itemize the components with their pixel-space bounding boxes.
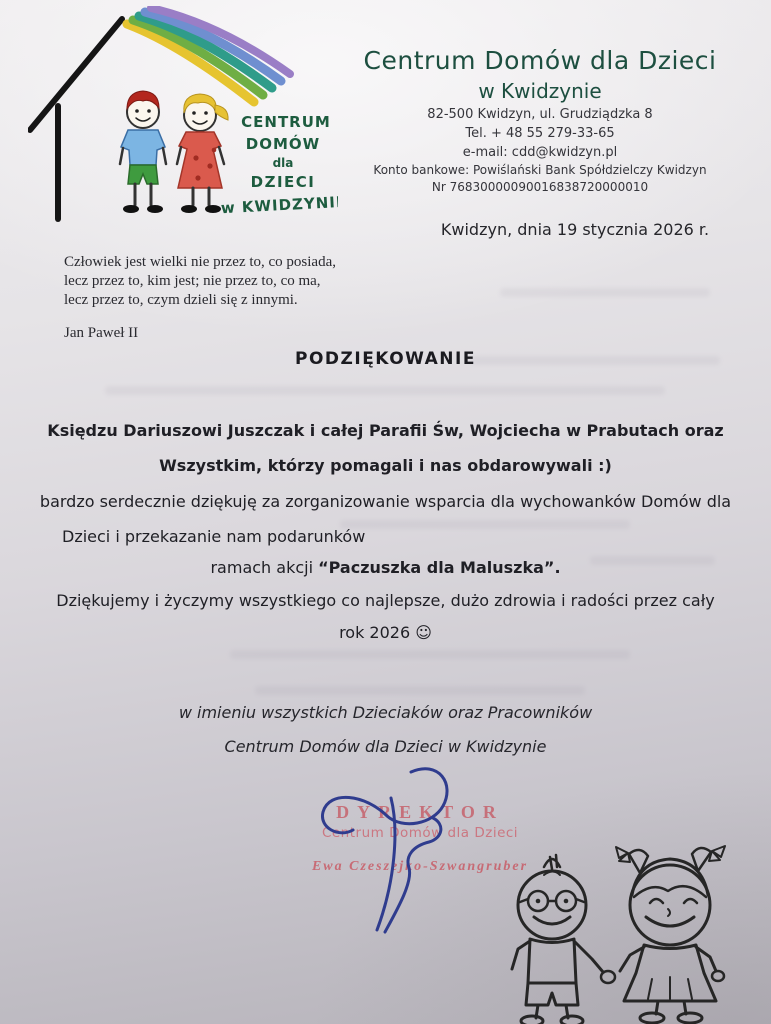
quote-line: lecz przez to, kim jest; nie przez to, co ma, [64, 273, 321, 289]
org-account-number: Nr 76830000090016838720000010 [431, 180, 649, 194]
org-logo-drawing [28, 6, 338, 231]
rainbow-icon [127, 8, 290, 102]
body-line [20, 558, 751, 577]
body-line: bardzo serdecznie dziękuję za zorganizowanie wsparcia dla wychowanków Domów dla [39, 492, 732, 511]
body-line: rok 2026 ☺ [339, 623, 432, 642]
org-title: Centrum Domów dla Dzieci [363, 46, 717, 75]
body-line-prefix: ramach akcji [210, 558, 319, 577]
document-title: PODZIĘKOWANIE [295, 349, 476, 369]
org-logo [28, 6, 338, 231]
letterhead [330, 46, 750, 194]
bleed-through-line [255, 686, 585, 695]
org-address: 82-500 Kwidzyn, ul. Grudziądzka 8 [427, 107, 653, 122]
logo-text-line: DOMÓW [245, 135, 321, 153]
org-subtitle: w Kwidzynie [478, 79, 602, 103]
org-email: e-mail: cdd@kwidzyn.pl [462, 145, 618, 160]
logo-girl-figure [177, 94, 228, 213]
stamp-org: Centrum Domów dla Dzieci [321, 825, 519, 841]
body-line: Księdzu Dariuszowi Juszczak i całej Parafii Św, Wojciecha w Prabutach oraz [47, 421, 724, 440]
body-line: Dzieci i przekazanie nam podarunków [62, 527, 366, 546]
body-line: Wszystkim, którzy pomagali i nas obdarowywali :) [159, 456, 612, 475]
campaign-name: “Paczuszka dla Maluszka”. [318, 558, 561, 577]
drawing-boy-figure [512, 855, 615, 1024]
stamp-role: DYREKTOR [336, 802, 504, 822]
house-roof-line [30, 19, 122, 130]
children-drawing [482, 843, 771, 1024]
logo-boy-figure [120, 91, 166, 213]
closing-line: Centrum Domów dla Dzieci w Kwidzynie [224, 737, 547, 756]
handwritten-signature [293, 760, 493, 945]
date-line: Kwidzyn, dnia 19 stycznia 2026 r. [440, 220, 710, 239]
quote-line: lecz przez to, czym dzieli się z innymi. [64, 292, 298, 308]
quote-line: Człowiek jest wielki nie przez to, co posiada, [64, 254, 336, 270]
bleed-through-line [105, 386, 665, 395]
quote-author: Jan Paweł II [64, 325, 139, 341]
bleed-through-line [500, 288, 710, 297]
logo-text-line: w KWIDZYNIE [220, 192, 338, 218]
bleed-through-line [230, 650, 630, 659]
org-bank: Konto bankowe: Powiślański Bank Spółdzielczy Kwidzyn [373, 163, 707, 177]
quote-block [64, 253, 394, 343]
body-line: Dziękujemy i życzymy wszystkiego co najlepsze, dużo zdrowia i radości przez cały [56, 591, 715, 610]
logo-text-line: dla [272, 156, 294, 170]
logo-text-line: DZIECI [250, 173, 316, 191]
stamp-director-name: Ewa Czeszejko-Szwangruber [311, 859, 529, 874]
logo-text-line: CENTRUM [241, 113, 331, 131]
org-phone: Tel. + 48 55 279-33-65 [465, 126, 615, 141]
closing-line: w imieniu wszystkich Dzieciaków oraz Pracowników [178, 703, 593, 722]
drawing-girl-figure [616, 846, 725, 1023]
